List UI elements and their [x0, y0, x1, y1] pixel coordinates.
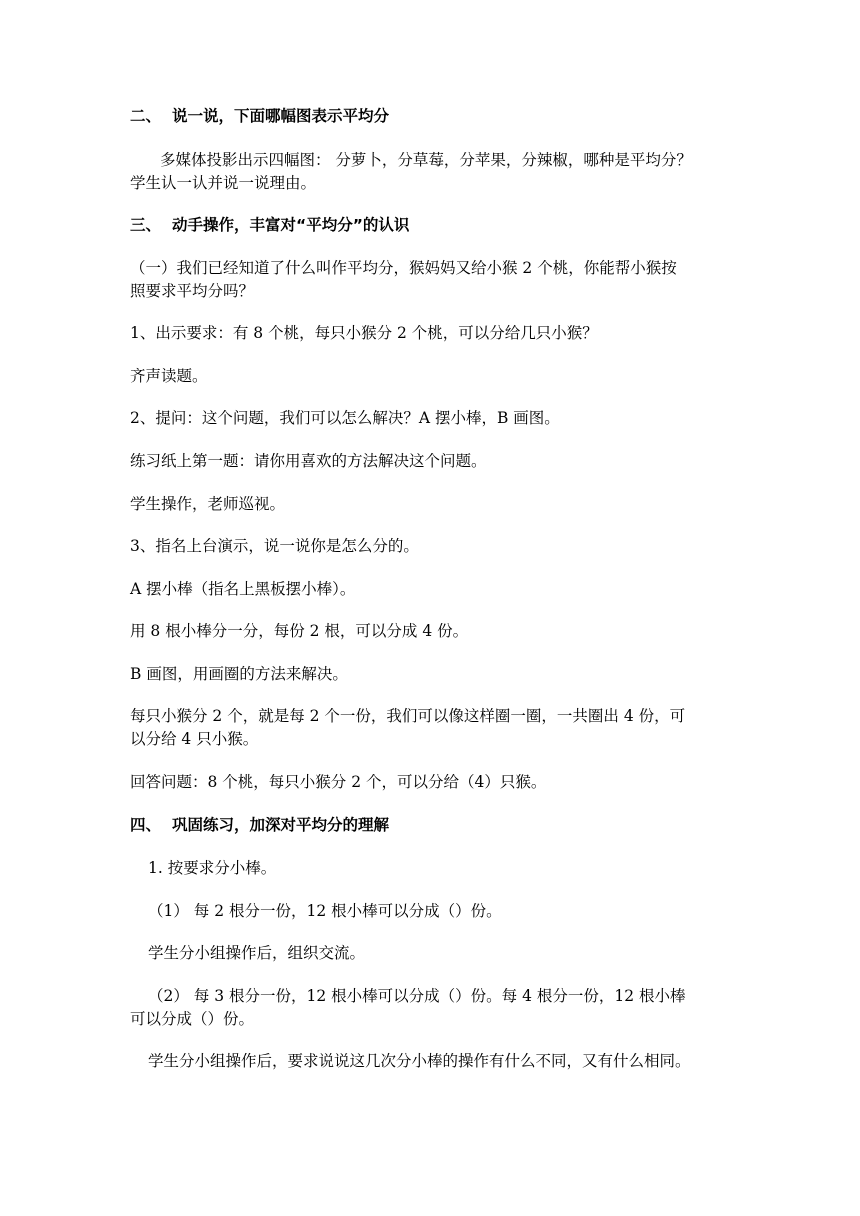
paragraph-line: 用 8 根小棒分一分，每份 2 根，可以分成 4 份。 — [130, 622, 469, 640]
section-title: 动手操作，丰富对“平均分”的认识 — [172, 216, 410, 234]
paragraph-line: 多媒体投影出示四幅图： 分萝卜，分草莓，分苹果，分辣椒，哪种是平均分？ — [160, 151, 692, 169]
section-heading-2 — [130, 106, 389, 126]
paragraph-line: A 摆小棒（指名上黑板摆小棒）。 — [130, 580, 356, 598]
section-title: 巩固练习，加深对平均分的理解 — [172, 816, 390, 834]
paragraph-line: 1. 按要求分小棒。 — [148, 859, 277, 877]
paragraph-line: 学生认一认并说一说理由。 — [130, 174, 317, 192]
paragraph-line: 2、提问：这个问题，我们可以怎么解决？A 摆小棒，B 画图。 — [130, 409, 560, 427]
section-heading-3 — [130, 215, 409, 235]
paragraph-line: 1、出示要求：有 8 个桃，每只小猴分 2 个桃，可以分给几只小猴？ — [130, 324, 598, 342]
paragraph-line: 练习纸上第一题：请你用喜欢的方法解决这个问题。 — [130, 452, 487, 470]
paragraph-line: （2） 每 3 根分一份，12 根小棒可以分成（）份。每 4 根分一份，12 根小棒 — [148, 987, 686, 1005]
section-number: 四、 — [130, 816, 162, 834]
paragraph-line: 回答问题：8 个桃，每只小猴分 2 个，可以分给（4）只猴。 — [130, 773, 547, 791]
paragraph-line: 可以分成（）份。 — [130, 1010, 255, 1028]
paragraph-line: 学生分小组操作后，要求说说这几次分小棒的操作有什么不同，又有什么相同。 — [148, 1052, 691, 1070]
paragraph-line: 学生操作，老师巡视。 — [130, 495, 286, 513]
paragraph-line: （一）我们已经知道了什么叫作平均分，猴妈妈又给小猴 2 个桃，你能帮小猴按 — [130, 259, 677, 277]
paragraph-line: 3、指名上台演示，说一说你是怎么分的。 — [130, 537, 419, 555]
section-number: 二、 — [130, 107, 162, 125]
paragraph-line: 每只小猴分 2 个，就是每 2 个一份，我们可以像这样圈一圈，一共圈出 4 份，可 — [130, 707, 686, 725]
section-heading-4 — [130, 815, 389, 835]
paragraph-line: （1） 每 2 根分一份，12 根小棒可以分成（）份。 — [148, 902, 502, 920]
paragraph-line: B 画图，用画圈的方法来解决。 — [130, 665, 348, 683]
paragraph-line: 以分给 4 只小猴。 — [130, 730, 259, 748]
paragraph-line: 齐声读题。 — [130, 367, 208, 385]
paragraph-line: 照要求平均分吗？ — [130, 282, 255, 300]
section-number: 三、 — [130, 216, 162, 234]
section-title: 说一说，下面哪幅图表示平均分 — [172, 107, 390, 125]
paragraph-line: 学生分小组操作后，组织交流。 — [148, 944, 366, 962]
